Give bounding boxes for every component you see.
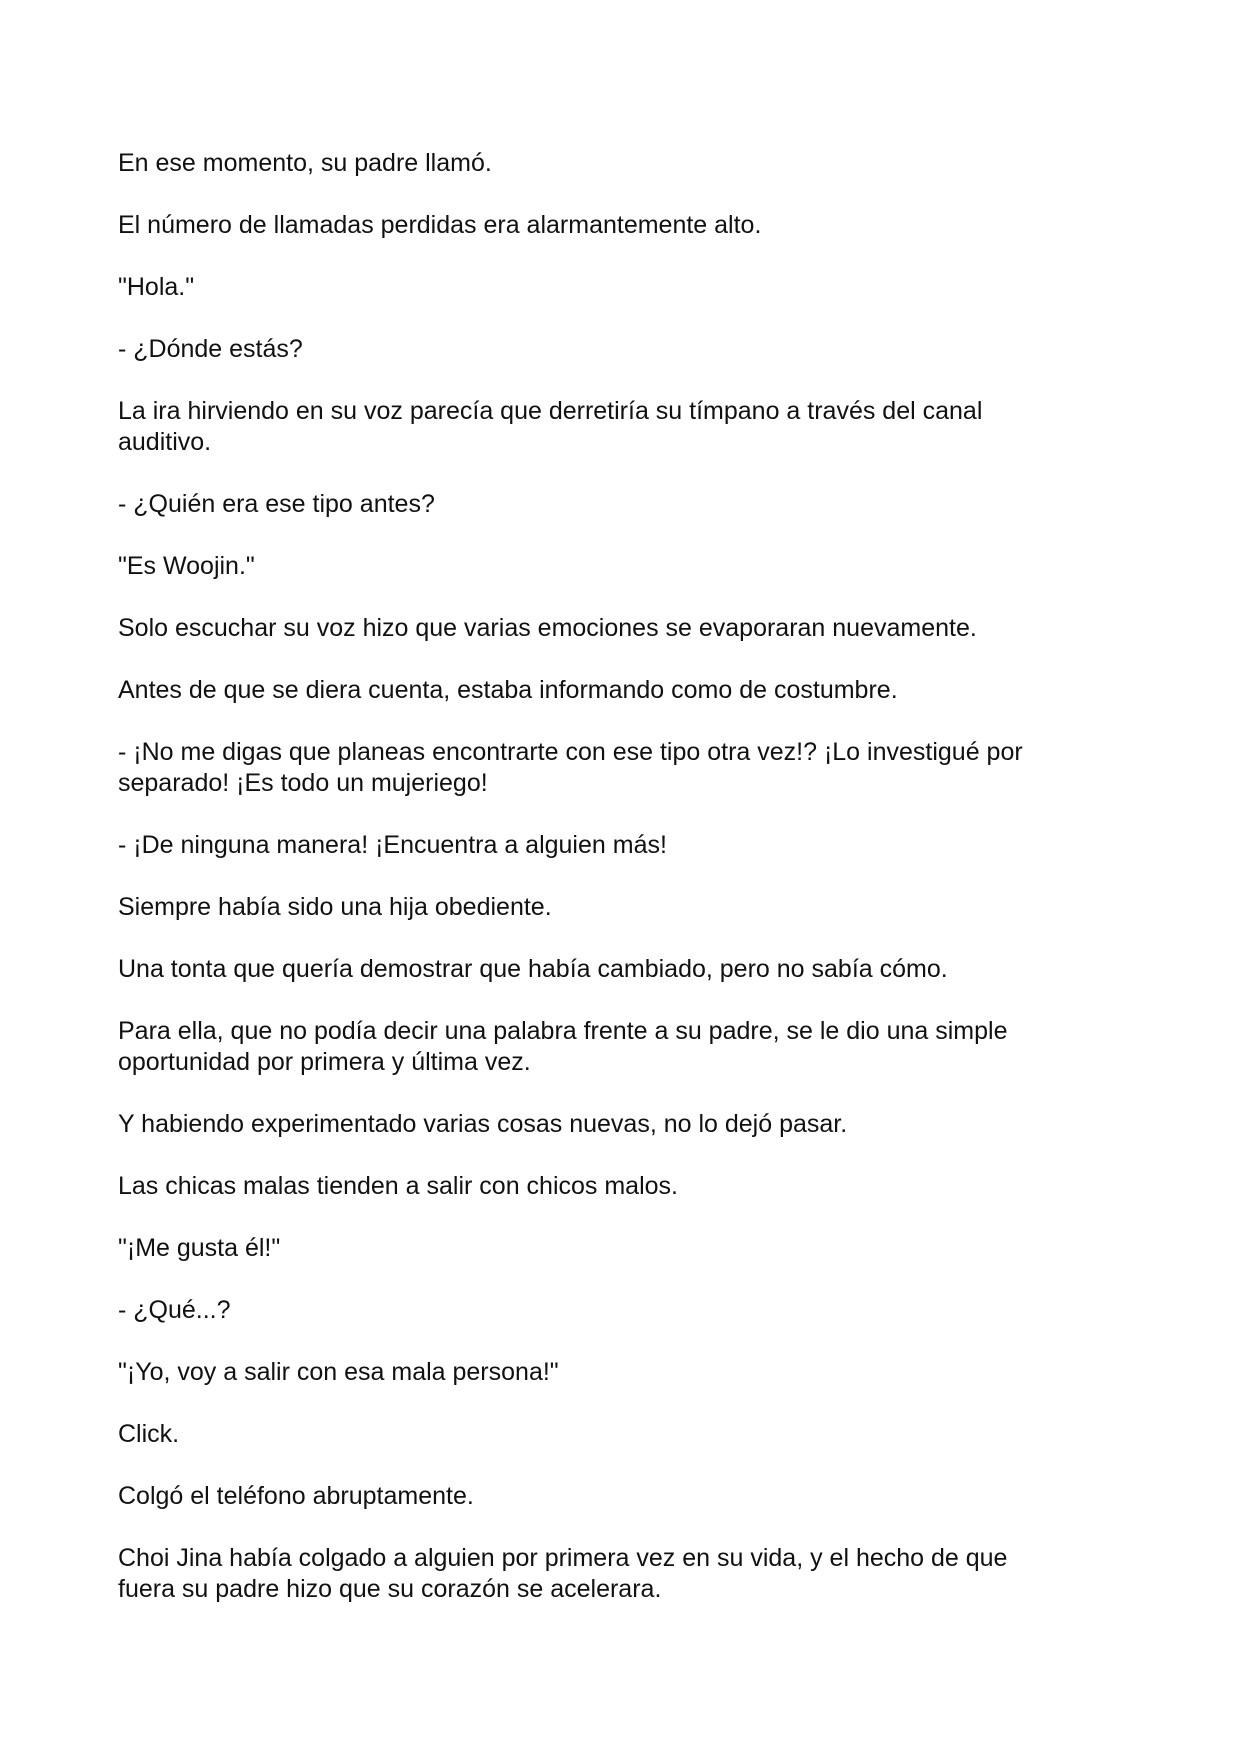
paragraph	[118, 830, 1118, 861]
paragraph	[118, 210, 1118, 241]
document-page	[118, 148, 1118, 1636]
paragraph	[118, 551, 1118, 582]
text-line: - ¡No me digas que planeas encontrarte con ese tipo otra vez!? ¡Lo investigué por	[118, 738, 1023, 766]
paragraph	[118, 1295, 1118, 1326]
paragraph	[118, 613, 1118, 644]
text-line: Colgó el teléfono abruptamente.	[118, 1482, 474, 1510]
text-line: - ¿Qué...?	[118, 1296, 231, 1324]
paragraph	[118, 272, 1118, 303]
paragraph	[118, 1543, 1118, 1605]
text-line: Y habiendo experimentado varias cosas nuevas, no lo dejó pasar.	[118, 1110, 848, 1138]
text-line: Antes de que se diera cuenta, estaba informando como de costumbre.	[118, 676, 898, 704]
paragraph	[118, 1016, 1118, 1078]
text-line: Para ella, que no podía decir una palabra frente a su padre, se le dio una simple	[118, 1017, 1008, 1045]
paragraph	[118, 737, 1118, 799]
paragraph	[118, 1171, 1118, 1202]
paragraph	[118, 1357, 1118, 1388]
text-line: En ese momento, su padre llamó.	[118, 149, 492, 177]
text-line: auditivo.	[118, 428, 212, 456]
text-line: Choi Jina había colgado a alguien por primera vez en su vida, y el hecho de que	[118, 1544, 1008, 1572]
paragraph	[118, 1419, 1118, 1450]
text-line: Click.	[118, 1420, 180, 1448]
text-line: oportunidad por primera y última vez.	[118, 1048, 531, 1076]
text-line: Siempre había sido una hija obediente.	[118, 893, 552, 921]
paragraph	[118, 334, 1118, 365]
paragraph	[118, 1233, 1118, 1264]
text-line: - ¿Quién era ese tipo antes?	[118, 490, 435, 518]
paragraph	[118, 954, 1118, 985]
text-line: "Hola."	[118, 273, 195, 301]
text-line: fuera su padre hizo que su corazón se acelerara.	[118, 1575, 662, 1603]
text-line: El número de llamadas perdidas era alarmantemente alto.	[118, 211, 762, 239]
text-line: "¡Me gusta él!"	[118, 1234, 281, 1262]
text-line: La ira hirviendo en su voz parecía que derretiría su tímpano a través del canal	[118, 397, 983, 425]
text-line: Una tonta que quería demostrar que había cambiado, pero no sabía cómo.	[118, 955, 948, 983]
paragraph	[118, 148, 1118, 179]
text-line: - ¿Dónde estás?	[118, 335, 303, 363]
text-line: - ¡De ninguna manera! ¡Encuentra a alguien más!	[118, 831, 667, 859]
paragraph	[118, 892, 1118, 923]
paragraph	[118, 489, 1118, 520]
text-line: "Es Woojin."	[118, 552, 255, 580]
paragraph	[118, 1109, 1118, 1140]
text-line: Las chicas malas tienden a salir con chicos malos.	[118, 1172, 678, 1200]
text-line: Solo escuchar su voz hizo que varias emociones se evaporaran nuevamente.	[118, 614, 977, 642]
text-line: "¡Yo, voy a salir con esa mala persona!"	[118, 1358, 559, 1386]
text-line: separado! ¡Es todo un mujeriego!	[118, 769, 488, 797]
paragraph	[118, 1481, 1118, 1512]
paragraph	[118, 396, 1118, 458]
paragraph	[118, 675, 1118, 706]
